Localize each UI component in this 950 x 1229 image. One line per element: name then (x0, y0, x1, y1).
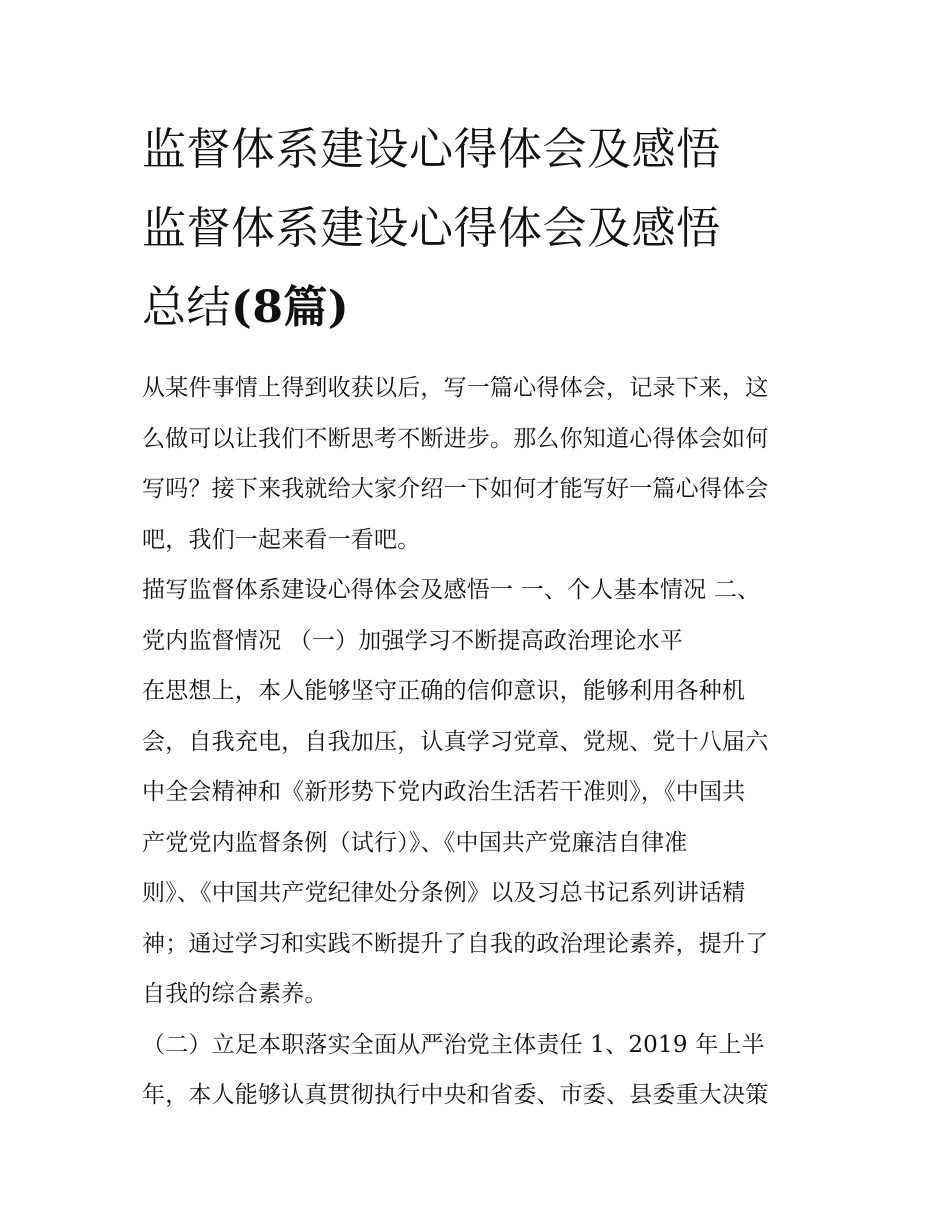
paragraph-line: 从某件事情上得到收获以后，写一篇心得体会，记录下来，这 (142, 375, 769, 401)
title-count: (8篇) (231, 282, 350, 333)
paragraph-line: 中全会精神和《新形势下党内政治生活若干准则》，《中国共 (142, 779, 746, 805)
document-title (142, 110, 822, 347)
title-line-3 (142, 268, 822, 347)
paragraph-line: 么做可以让我们不断思考不断进步。那么你知道心得体会如何 (142, 425, 769, 452)
title-line-3-text: 总结 (142, 282, 231, 333)
paragraph-line: （二）立足本职落实全面从严治党主体责任 1、2019 年上半 (142, 1031, 765, 1058)
paragraph-line: 自我的综合素养。 (142, 981, 328, 1007)
title-line-2: 监督体系建设心得体会及感悟 (142, 203, 721, 254)
paragraph-line: 描写监督体系建设心得体会及感悟一 一、个人基本情况 二、 (142, 577, 761, 603)
paragraph-line: 写吗？接下来我就给大家介绍一下如何才能写好一篇心得体会 (142, 476, 769, 502)
paragraph-line: 年，本人能够认真贯彻执行中央和省委、市委、县委重大决策 (142, 1082, 769, 1108)
study-paragraph (142, 666, 822, 1020)
document-page (142, 110, 822, 1121)
intro-paragraph (142, 363, 822, 565)
paragraph-line: 吧，我们一起来看一看吧。 (142, 526, 421, 553)
section-heading-paragraph (142, 565, 822, 666)
paragraph-line: 产党党内监督条例（试行）》、《中国共产党廉洁自律准 (142, 829, 688, 856)
paragraph-line: 则》、《中国共产党纪律处分条例》以及习总书记系列讲话精 (142, 880, 746, 906)
responsibility-paragraph (142, 1020, 822, 1121)
paragraph-line: 党内监督情况 （一）加强学习不断提高政治理论水平 (142, 627, 684, 654)
paragraph-line: 在思想上，本人能够坚守正确的信仰意识，能够利用各种机 (142, 678, 746, 704)
title-line-1: 监督体系建设心得体会及感悟 (142, 124, 721, 175)
paragraph-line: 神；通过学习和实践不断提升了自我的政治理论素养，提升了 (142, 930, 769, 957)
paragraph-line: 会，自我充电，自我加压，认真学习党章、党规、党十八届六 (142, 728, 769, 755)
